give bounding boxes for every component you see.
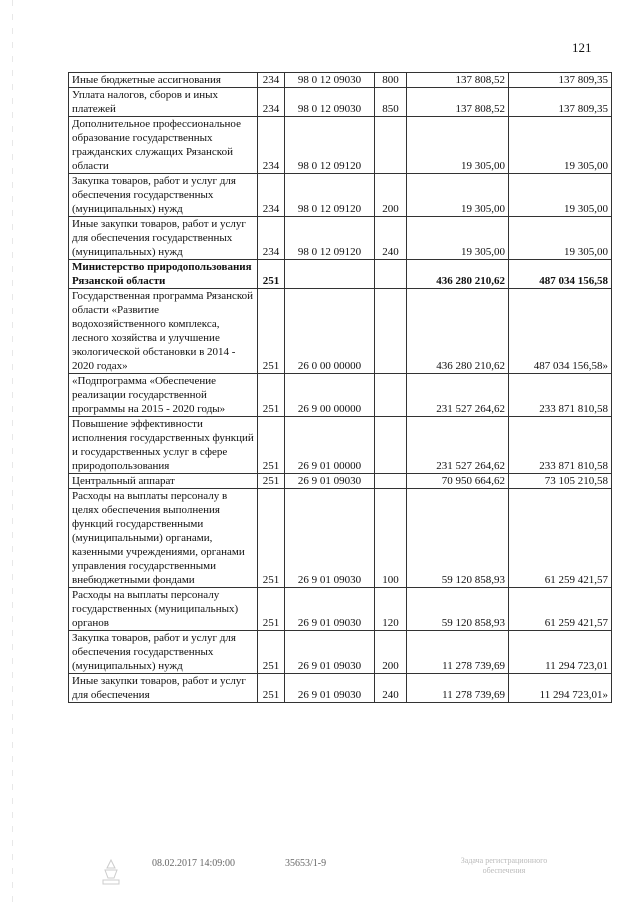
row-csr-cell: 26 0 00 00000 xyxy=(285,289,375,374)
table-row xyxy=(69,289,612,374)
row-grbs-cell: 251 xyxy=(258,374,285,417)
row-csr-cell: 26 9 01 09030 xyxy=(285,631,375,674)
row-vr-cell: 100 xyxy=(375,489,407,588)
row-name-cell: Дополнительное профессиональное образование государственных гражданских служащих Рязанской области xyxy=(69,117,258,174)
table-row xyxy=(69,588,612,631)
row-vr-cell xyxy=(375,289,407,374)
row-vr-cell xyxy=(375,417,407,474)
row-name-cell: Иные бюджетные ассигнования xyxy=(69,73,258,88)
row-csr-cell: 98 0 12 09120 xyxy=(285,117,375,174)
row-sum-2018-cell: 19 305,00 xyxy=(509,217,612,260)
row-vr-cell: 850 xyxy=(375,88,407,117)
row-sum-2017-cell: 436 280 210,62 xyxy=(407,260,509,289)
row-sum-2017-cell: 231 527 264,62 xyxy=(407,417,509,474)
row-grbs-cell: 234 xyxy=(258,88,285,117)
table-row xyxy=(69,88,612,117)
row-vr-cell: 240 xyxy=(375,217,407,260)
row-sum-2018-cell: 61 259 421,57 xyxy=(509,588,612,631)
row-name-cell: «Подпрограмма «Обеспечение реализации государственной программы на 2015 - 2020 годы» xyxy=(69,374,258,417)
table-row xyxy=(69,474,612,489)
row-grbs-cell: 251 xyxy=(258,474,285,489)
row-grbs-cell: 251 xyxy=(258,489,285,588)
footer-date: 08.02.2017 14:09:00 xyxy=(152,858,236,869)
row-sum-2018-cell: 137 809,35 xyxy=(509,88,612,117)
row-sum-2018-cell: 233 871 810,58 xyxy=(509,417,612,474)
row-grbs-cell: 234 xyxy=(258,174,285,217)
row-name-cell: Уплата налогов, сборов и иных платежей xyxy=(69,88,258,117)
row-sum-2018-cell: 61 259 421,57 xyxy=(509,489,612,588)
row-csr-cell: 98 0 12 09120 xyxy=(285,217,375,260)
row-sum-2018-cell: 233 871 810,58 xyxy=(509,374,612,417)
row-sum-2017-cell: 11 278 739,69 xyxy=(407,631,509,674)
row-sum-2017-cell: 70 950 664,62 xyxy=(407,474,509,489)
row-vr-cell: 200 xyxy=(375,631,407,674)
row-sum-2017-cell: 436 280 210,62 xyxy=(407,289,509,374)
row-csr-cell: 26 9 00 00000 xyxy=(285,374,375,417)
table-row xyxy=(69,674,612,703)
table-row xyxy=(69,174,612,217)
row-sum-2017-cell: 19 305,00 xyxy=(407,217,509,260)
row-csr-cell xyxy=(285,260,375,289)
row-sum-2018-cell: 137 809,35 xyxy=(509,73,612,88)
scan-margin-artifact xyxy=(12,0,13,905)
table-row xyxy=(69,631,612,674)
table-row xyxy=(69,217,612,260)
row-name-cell: Иные закупки товаров, работ и услуг для обеспечения xyxy=(69,674,258,703)
row-sum-2017-cell: 59 120 858,93 xyxy=(407,489,509,588)
row-name-cell: Расходы на выплаты персоналу государственных (муниципальных) органов xyxy=(69,588,258,631)
table-row xyxy=(69,489,612,588)
row-sum-2017-cell: 59 120 858,93 xyxy=(407,588,509,631)
row-sum-2017-cell: 19 305,00 xyxy=(407,117,509,174)
row-csr-cell: 26 9 01 09030 xyxy=(285,489,375,588)
row-sum-2017-cell: 231 527 264,62 xyxy=(407,374,509,417)
row-vr-cell xyxy=(375,117,407,174)
row-sum-2018-cell: 11 294 723,01 xyxy=(509,631,612,674)
row-vr-cell: 120 xyxy=(375,588,407,631)
row-vr-cell: 240 xyxy=(375,674,407,703)
page-number: 121 xyxy=(572,40,592,55)
table-row xyxy=(69,374,612,417)
row-sum-2018-cell: 487 034 156,58» xyxy=(509,289,612,374)
row-grbs-cell: 251 xyxy=(258,631,285,674)
table-row xyxy=(69,117,612,174)
footer-document-code: 35653/1-9 xyxy=(285,858,327,869)
row-csr-cell: 26 9 01 09030 xyxy=(285,674,375,703)
row-csr-cell: 26 9 01 09030 xyxy=(285,474,375,489)
row-csr-cell: 98 0 12 09030 xyxy=(285,88,375,117)
scanner-seal-icon xyxy=(100,858,122,886)
budget-table-body xyxy=(69,73,612,703)
row-vr-cell xyxy=(375,474,407,489)
row-grbs-cell: 251 xyxy=(258,674,285,703)
row-csr-cell: 98 0 12 09120 xyxy=(285,174,375,217)
row-vr-cell: 200 xyxy=(375,174,407,217)
row-csr-cell: 26 9 01 00000 xyxy=(285,417,375,474)
row-grbs-cell: 251 xyxy=(258,289,285,374)
row-grbs-cell: 251 xyxy=(258,588,285,631)
row-vr-cell: 800 xyxy=(375,73,407,88)
row-sum-2018-cell: 73 105 210,58 xyxy=(509,474,612,489)
row-csr-cell: 98 0 12 09030 xyxy=(285,73,375,88)
row-name-cell: Расходы на выплаты персоналу в целях обеспечения выполнения функций государственными (муниципальными) органами, казенными учреждениями, органами управления государственными внебюджетными фондами xyxy=(69,489,258,588)
row-grbs-cell: 251 xyxy=(258,417,285,474)
row-grbs-cell: 234 xyxy=(258,117,285,174)
row-sum-2017-cell: 19 305,00 xyxy=(407,174,509,217)
row-name-cell: Повышение эффективности исполнения государственных функций и государственных услуг в сфере природопользования xyxy=(69,417,258,474)
row-sum-2017-cell: 137 808,52 xyxy=(407,88,509,117)
row-sum-2017-cell: 11 278 739,69 xyxy=(407,674,509,703)
row-grbs-cell: 251 xyxy=(258,260,285,289)
row-sum-2018-cell: 19 305,00 xyxy=(509,174,612,217)
row-sum-2018-cell: 11 294 723,01» xyxy=(509,674,612,703)
row-name-cell: Закупка товаров, работ и услуг для обеспечения государственных (муниципальных) нужд xyxy=(69,174,258,217)
row-name-cell: Государственная программа Рязанской области «Развитие водохозяйственного комплекса, лесного хозяйства и улучшение экологической обстановки в 2014 - 2020 годах» xyxy=(69,289,258,374)
row-grbs-cell: 234 xyxy=(258,217,285,260)
row-sum-2017-cell: 137 808,52 xyxy=(407,73,509,88)
row-name-cell: Министерство природопользования Рязанской области xyxy=(69,260,258,289)
row-sum-2018-cell: 487 034 156,58 xyxy=(509,260,612,289)
budget-table xyxy=(68,72,612,703)
row-sum-2018-cell: 19 305,00 xyxy=(509,117,612,174)
row-vr-cell xyxy=(375,374,407,417)
row-vr-cell xyxy=(375,260,407,289)
row-name-cell: Закупка товаров, работ и услуг для обеспечения государственных (муниципальных) нужд xyxy=(69,631,258,674)
row-name-cell: Центральный аппарат xyxy=(69,474,258,489)
table-row xyxy=(69,73,612,88)
row-name-cell: Иные закупки товаров, работ и услуг для обеспечения государственных (муниципальных) нужд xyxy=(69,217,258,260)
row-grbs-cell: 234 xyxy=(258,73,285,88)
table-row xyxy=(69,260,612,289)
row-csr-cell: 26 9 01 09030 xyxy=(285,588,375,631)
table-row xyxy=(69,417,612,474)
registration-stamp: Задача регистрационного обеспечения xyxy=(460,856,548,875)
